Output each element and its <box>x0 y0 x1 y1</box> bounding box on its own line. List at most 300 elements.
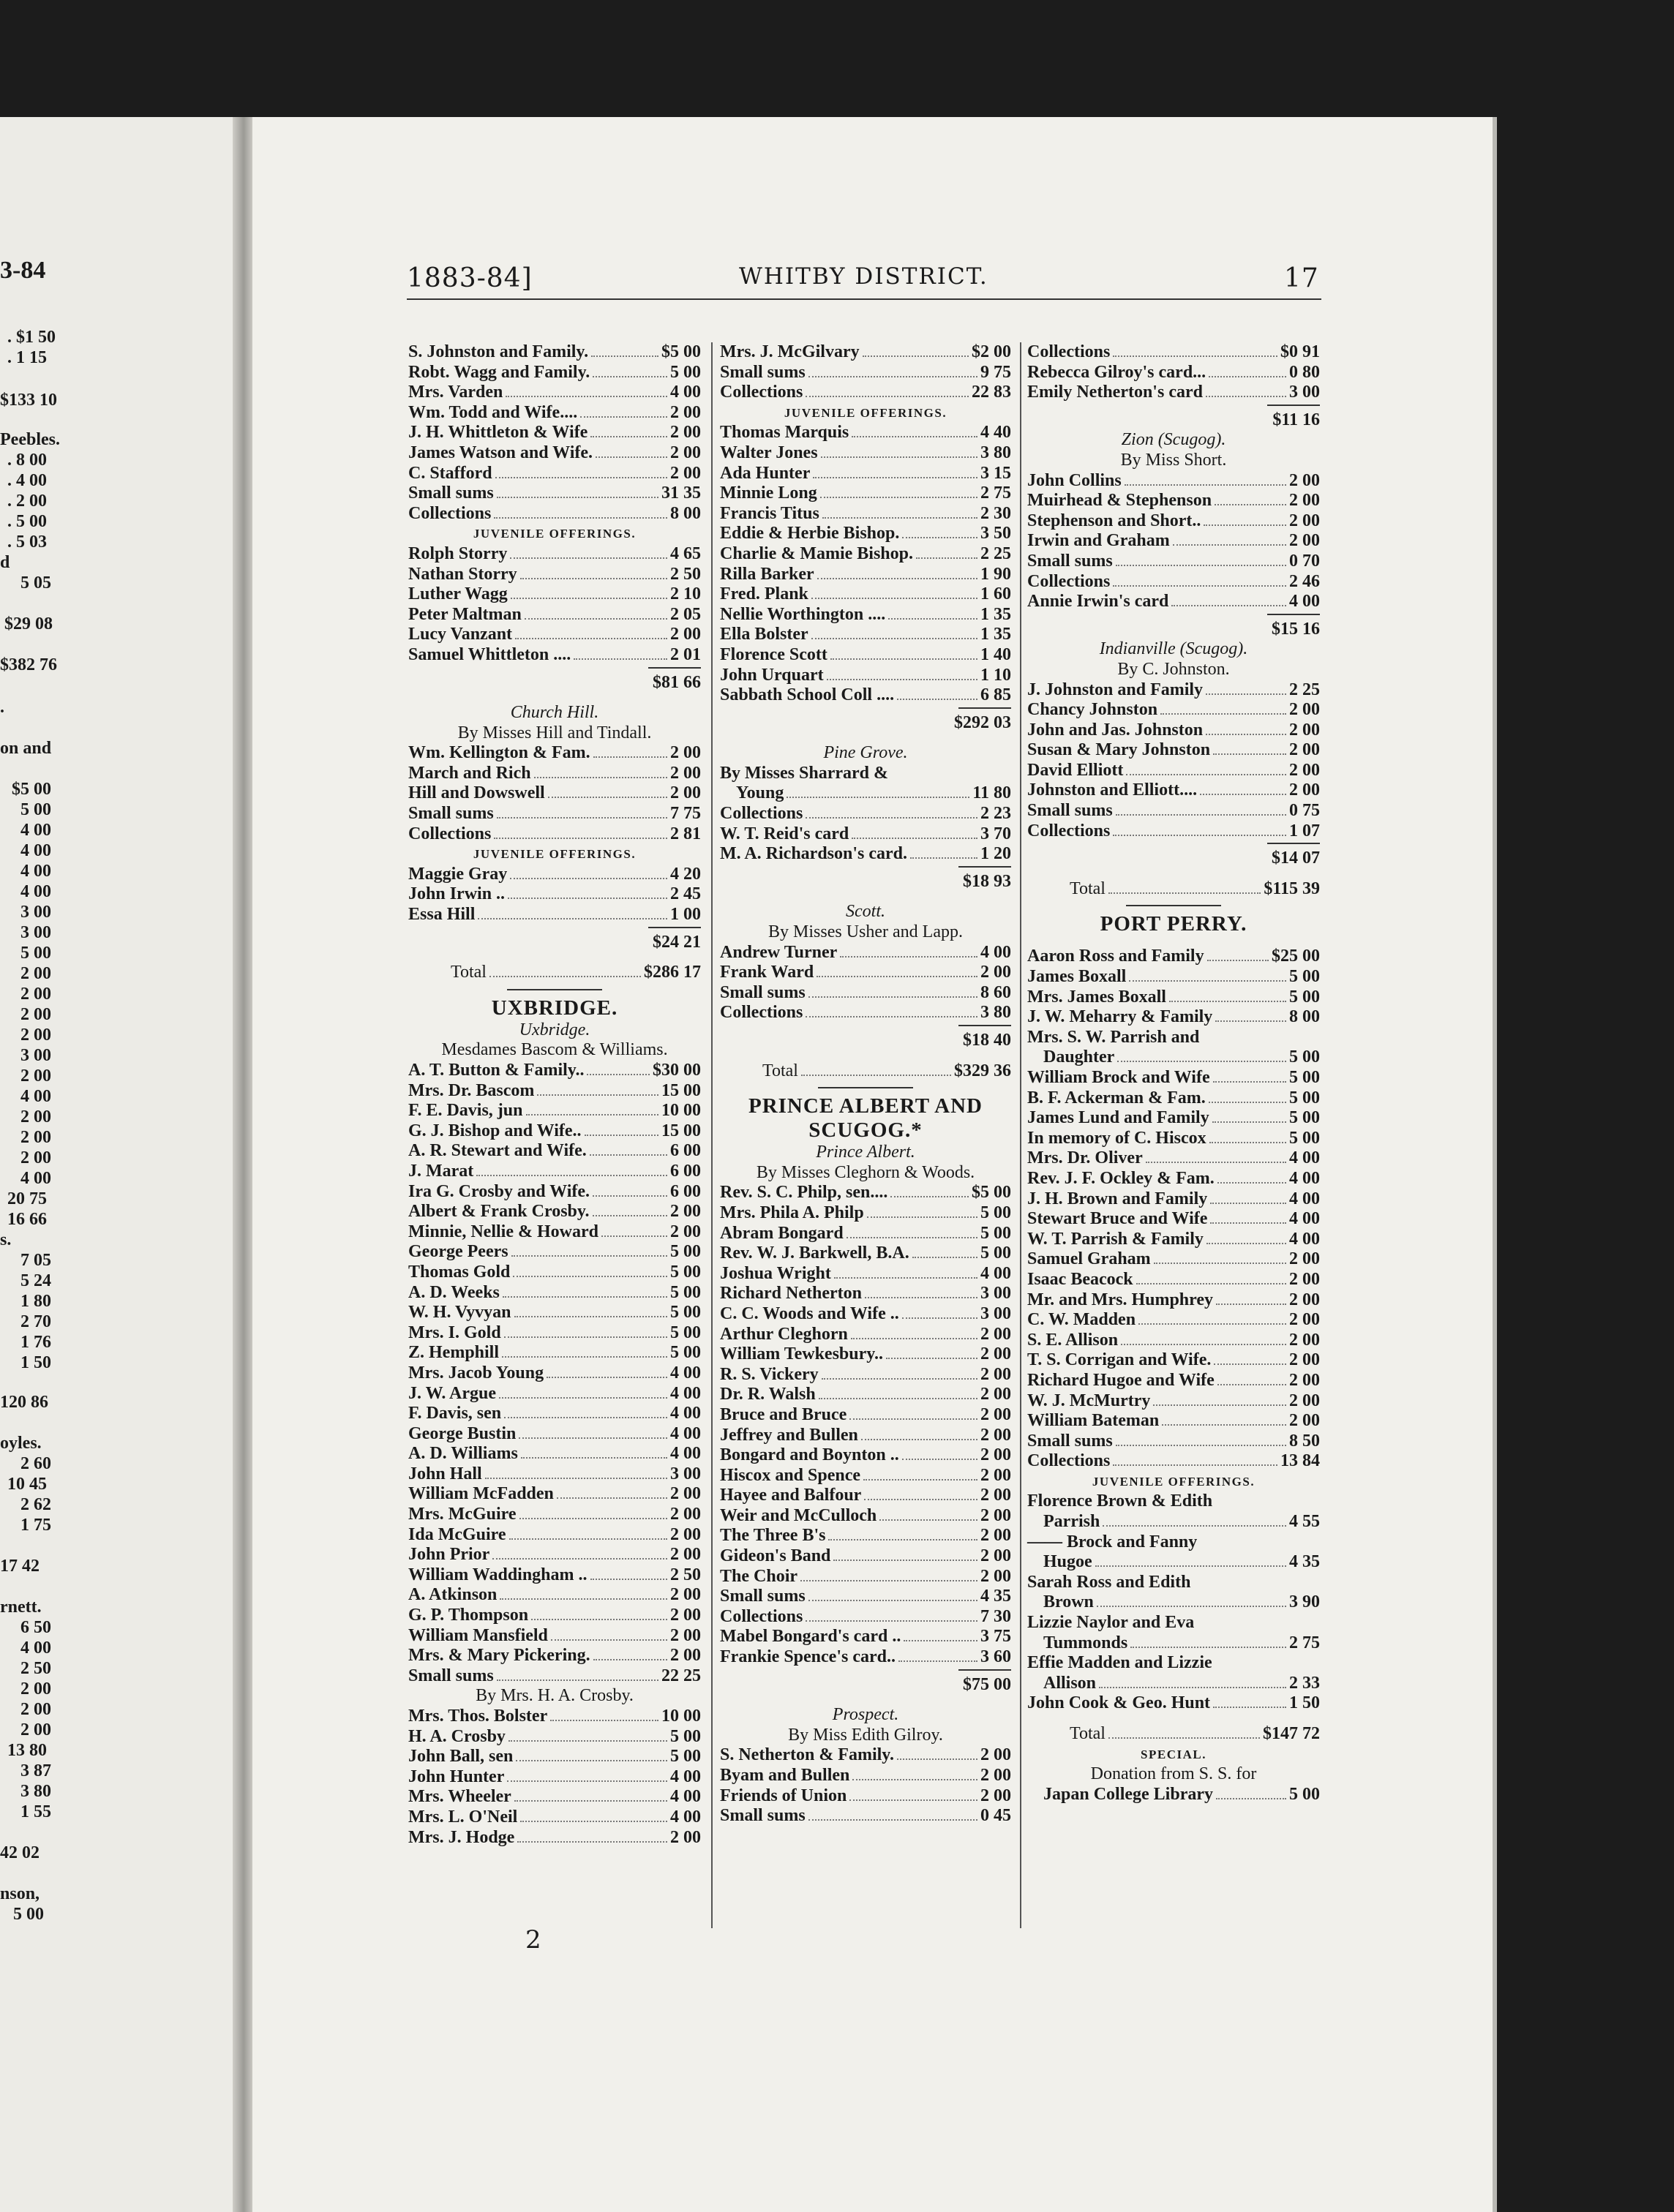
amount: 2 00 <box>980 1385 1011 1404</box>
amount: 2 01 <box>670 644 701 664</box>
ledger-row <box>408 1707 701 1727</box>
dot-leader <box>499 1397 667 1399</box>
ledger-row <box>720 1506 1011 1527</box>
fragment-text: . 1 15 <box>7 348 47 367</box>
dot-leader <box>847 1237 977 1238</box>
fragment-text: 4 00 <box>20 841 51 860</box>
dot-leader <box>534 777 667 778</box>
ledger-row <box>408 464 701 484</box>
donor-name: Emily Netherton's card <box>1027 383 1203 402</box>
donor-name: Arthur Cleghorn <box>720 1324 848 1344</box>
dot-leader <box>806 396 969 397</box>
donor-name: Mrs. Varden <box>408 383 503 402</box>
amount: 2 00 <box>1289 1350 1320 1370</box>
ledger-row <box>720 983 1011 1004</box>
dot-leader <box>1108 892 1261 894</box>
location-heading: Indianville (Scugog). <box>1099 639 1248 659</box>
amount: 2 00 <box>980 1404 1011 1424</box>
dot-leader <box>822 517 977 519</box>
donor-name: Andrew Turner <box>720 942 838 962</box>
dot-leader <box>590 1154 667 1156</box>
donor-name: William Brock and Wife <box>1027 1068 1210 1087</box>
amount: 5 00 <box>1289 967 1320 987</box>
dot-leader <box>514 1800 667 1802</box>
donor-name: Florence Brown & Edith <box>1027 1491 1213 1511</box>
ledger-row <box>1027 531 1320 552</box>
fragment-text: 5 00 <box>20 800 51 819</box>
dot-leader <box>507 1780 667 1782</box>
donor-name: Small sums <box>1027 801 1113 821</box>
ledger-row <box>1027 967 1320 988</box>
dot-leader <box>811 598 977 599</box>
subheading: SPECIAL. <box>1141 1747 1206 1761</box>
ledger-row <box>408 1101 701 1121</box>
ledger-row <box>720 824 1011 845</box>
dot-leader <box>1216 1798 1286 1799</box>
ledger-row <box>408 1141 701 1162</box>
ledger-row <box>720 363 1011 383</box>
dot-leader <box>1126 774 1286 775</box>
dot-leader <box>574 658 667 660</box>
amount: 3 75 <box>980 1627 1011 1647</box>
dot-leader <box>1213 1707 1286 1708</box>
dot-leader <box>551 1639 667 1641</box>
donor-name: Stewart Bruce and Wife <box>1027 1209 1208 1229</box>
fragment-text: 10 45 <box>7 1475 47 1494</box>
donor-name: Small sums <box>408 804 494 824</box>
amount: 4 00 <box>670 1807 701 1827</box>
ledger-row <box>408 605 701 625</box>
amount: 1 10 <box>980 665 1011 685</box>
dot-leader <box>813 477 977 478</box>
ledger-row <box>408 1787 701 1807</box>
ledger-row <box>408 1162 701 1182</box>
amount: 2 00 <box>980 1465 1011 1485</box>
donor-name: Mrs. J. McGilvary <box>720 342 860 361</box>
ledger-row <box>1027 1552 1320 1573</box>
fragment-text: 4 00 <box>20 882 51 901</box>
dot-leader <box>1162 1424 1286 1426</box>
dot-leader <box>828 1539 977 1540</box>
donor-name: Eddie & Herbie Bishop. <box>720 524 900 543</box>
ledger-row <box>408 1606 701 1626</box>
amount: 1 50 <box>1289 1693 1320 1713</box>
amount: 0 80 <box>1289 362 1320 382</box>
amount: 3 80 <box>980 1003 1011 1023</box>
fragment-text: . $1 50 <box>7 328 56 347</box>
ledger-row <box>1027 342 1320 363</box>
donor-name: Mrs. Dr. Oliver <box>1027 1148 1143 1168</box>
ledger-row <box>1027 1411 1320 1432</box>
amount: 1 90 <box>980 564 1011 584</box>
spacer <box>1027 869 1320 879</box>
amount: 3 00 <box>980 1284 1011 1304</box>
dot-leader <box>1215 1020 1286 1022</box>
ledger-row <box>720 1486 1011 1506</box>
dot-leader <box>503 1296 667 1298</box>
dot-leader <box>494 838 667 839</box>
donor-name: John Hunter <box>408 1767 505 1786</box>
dot-leader <box>902 537 977 538</box>
fragment-text: 1 50 <box>20 1353 51 1372</box>
amount: 2 00 <box>980 1566 1011 1586</box>
ledger-row <box>1027 383 1320 403</box>
dot-leader <box>1213 1081 1286 1083</box>
ledger-row <box>408 544 701 565</box>
fragment-text: 3 00 <box>20 903 51 922</box>
dot-leader <box>1206 734 1286 735</box>
amount: 2 00 <box>980 1344 1011 1364</box>
amount: 1 60 <box>980 584 1011 604</box>
ledger-row <box>720 1284 1011 1304</box>
dot-leader <box>590 436 667 437</box>
dot-leader <box>806 1016 977 1017</box>
amount: 2 00 <box>1289 1391 1320 1410</box>
amount: 2 23 <box>980 804 1011 824</box>
dot-leader <box>548 797 667 798</box>
ledger-row <box>720 1405 1011 1426</box>
ledger-row <box>1027 1371 1320 1391</box>
donor-name: Frankie Spence's card.. <box>720 1647 896 1667</box>
amount: 4 00 <box>1289 1209 1320 1229</box>
dot-leader <box>504 1336 667 1338</box>
dot-leader <box>1217 1384 1286 1385</box>
fragment-text: 2 00 <box>20 1700 51 1719</box>
ledger-row <box>408 363 701 383</box>
ledger-row <box>1027 1169 1320 1189</box>
amount: 2 00 <box>1289 720 1320 740</box>
running-head-year: 1883-84] <box>407 263 533 293</box>
amount: 8 50 <box>1289 1431 1320 1451</box>
amount: 2 00 <box>670 1202 701 1222</box>
dot-leader <box>519 1518 667 1519</box>
dot-leader <box>585 1135 658 1136</box>
donor-name: John Hall <box>408 1464 482 1483</box>
fragment-text: 2 60 <box>20 1454 51 1473</box>
ledger-row <box>408 1404 701 1424</box>
donor-name: G. P. Thompson <box>408 1606 529 1625</box>
dot-leader <box>864 1499 977 1500</box>
amount: $147 72 <box>1263 1724 1320 1743</box>
location-heading: Church Hill. <box>510 703 599 723</box>
donor-name: John Urquart <box>720 665 824 685</box>
amount: 5 00 <box>980 1203 1011 1222</box>
amount: 1 20 <box>980 844 1011 864</box>
ledger-row <box>1027 947 1320 967</box>
donor-name: Mrs. & Mary Pickering. <box>408 1646 590 1666</box>
dot-leader <box>897 1758 977 1760</box>
amount: 5 00 <box>670 362 701 382</box>
donor-name: Florence Scott <box>720 644 827 664</box>
donor-name: A. D. Weeks <box>408 1282 500 1302</box>
dot-leader <box>510 557 667 559</box>
fragment-text: 2 00 <box>20 964 51 983</box>
ledger-row <box>408 1585 701 1606</box>
fragment-text: 4 00 <box>20 1087 51 1106</box>
ledger-row <box>720 1365 1011 1385</box>
dot-leader <box>1108 1737 1260 1739</box>
ledger-row <box>1027 1189 1320 1210</box>
ledger-row <box>720 1526 1011 1546</box>
dot-leader <box>601 1235 667 1237</box>
dot-leader <box>1173 544 1286 546</box>
dot-leader <box>808 1819 977 1821</box>
donor-name: Byam and Bullen <box>720 1766 850 1785</box>
running-head-title: WHITBY DISTRICT. <box>739 263 988 290</box>
fragment-text: 5 00 <box>20 944 51 963</box>
dot-leader <box>1153 1404 1286 1406</box>
ledger-row <box>1027 1633 1320 1654</box>
amount: 2 00 <box>670 1484 701 1504</box>
fragment-text: 20 75 <box>7 1189 47 1208</box>
amount: 4 35 <box>1289 1552 1320 1572</box>
donor-name: By Misses Sharrard & <box>720 763 888 783</box>
fragment-text: 2 00 <box>20 1026 51 1045</box>
donor-name: William Waddingham .. <box>408 1565 588 1584</box>
ledger-row <box>720 544 1011 565</box>
donor-name: Mrs. James Boxall <box>1027 987 1166 1007</box>
ledger-row <box>1027 1491 1320 1512</box>
dot-leader <box>1113 1464 1277 1466</box>
dot-leader <box>476 1175 667 1176</box>
amount: 5 00 <box>980 1244 1011 1263</box>
donor-name: Collections <box>720 1003 803 1023</box>
ledger-row <box>408 905 701 925</box>
dot-leader <box>890 1196 969 1197</box>
dot-leader <box>1209 1142 1286 1143</box>
fragment-text: 2 00 <box>20 1148 51 1167</box>
donor-name: C. C. Woods and Wife .. <box>720 1304 899 1323</box>
donor-name: John and Jas. Johnston <box>1027 720 1204 740</box>
ledger-row <box>1027 1047 1320 1068</box>
amount: 2 00 <box>670 1625 701 1645</box>
dot-leader <box>863 1479 977 1481</box>
amount: 1 35 <box>980 625 1011 644</box>
donor-name: Ada Hunter <box>720 463 811 483</box>
donor-name: James Lund and Family <box>1027 1108 1209 1128</box>
fragment-text: $382 76 <box>0 655 57 674</box>
fragment-text: . 5 00 <box>7 512 47 531</box>
ledger-row <box>1027 1451 1320 1472</box>
dot-leader <box>1095 1565 1286 1567</box>
donor-name: Total <box>1070 1724 1106 1743</box>
ledger-row <box>1027 1068 1320 1088</box>
dot-leader <box>1206 1243 1286 1244</box>
ledger-row <box>1027 1108 1320 1129</box>
subtotal: $18 40 <box>720 1023 1011 1051</box>
ledger-row <box>408 1505 701 1525</box>
ledger-row <box>720 1466 1011 1486</box>
ledger-row <box>408 1323 701 1344</box>
location-heading: Zion (Scugog). <box>1121 430 1226 450</box>
amount: 3 15 <box>980 463 1011 483</box>
amount: 4 20 <box>670 864 701 884</box>
amount: $115 39 <box>1264 879 1320 898</box>
donor-name: William Tewkesbury.. <box>720 1344 883 1364</box>
fragment-text: 5 00 <box>13 1905 44 1924</box>
ledger-row <box>408 423 701 443</box>
amount: 2 00 <box>1289 1269 1320 1289</box>
ledger-row <box>408 865 701 885</box>
dot-leader <box>1200 794 1286 795</box>
amount: 2 00 <box>670 1524 701 1544</box>
dot-leader <box>557 1497 667 1499</box>
dot-leader <box>1206 396 1286 397</box>
fragment-text: Peebles. <box>0 430 60 449</box>
amount: 2 00 <box>670 1545 701 1565</box>
ledger-row <box>720 342 1011 363</box>
amount: 5 00 <box>670 1303 701 1323</box>
dot-leader <box>531 1619 667 1620</box>
donor-name: Stephenson and Short.. <box>1027 511 1201 530</box>
donor-name: Collections <box>1027 821 1111 840</box>
donor-name: John Cook & Geo. Hunt <box>1027 1693 1211 1713</box>
amount: 11 80 <box>972 783 1011 803</box>
dot-leader <box>1103 1525 1286 1527</box>
donor-name: William Bateman <box>1027 1411 1160 1431</box>
dot-leader <box>1210 1203 1286 1204</box>
dot-leader <box>902 1459 977 1460</box>
fragment-text: rnett. <box>0 1598 42 1617</box>
donor-name: Bruce and Bruce <box>720 1404 847 1424</box>
fragment-text: 6 50 <box>20 1618 51 1637</box>
amount: 15 00 <box>661 1121 701 1140</box>
subtotal: $292 03 <box>720 706 1011 734</box>
amount: 3 00 <box>980 1304 1011 1323</box>
column-divider <box>711 342 713 1928</box>
donor-name: Peter Maltman <box>408 604 522 624</box>
ledger-row <box>720 685 1011 706</box>
amount: 1 35 <box>980 604 1011 624</box>
ledger-row <box>1027 780 1320 801</box>
ledger-row <box>720 625 1011 645</box>
ledger-row <box>1027 761 1320 781</box>
dot-leader <box>879 1519 977 1521</box>
ledger-row <box>1027 491 1320 511</box>
dot-leader <box>886 1358 977 1359</box>
ledger-row <box>408 1384 701 1404</box>
donor-name: G. J. Bishop and Wife.. <box>408 1121 582 1140</box>
spacer <box>720 1051 1011 1061</box>
dot-leader <box>1209 1102 1286 1103</box>
ledger-row <box>1027 1592 1320 1613</box>
donor-name: A. D. Williams <box>408 1444 518 1464</box>
donor-name: Samuel Whittleton .... <box>408 644 571 664</box>
donor-name: Nellie Worthington .... <box>720 604 886 624</box>
amount: 2 75 <box>980 484 1011 503</box>
donor-name: Friends of Union <box>720 1786 847 1805</box>
donor-name: Richard Hugoe and Wife <box>1027 1370 1215 1390</box>
ledger-row <box>720 1385 1011 1405</box>
subtotal: $24 21 <box>408 925 701 953</box>
ledger-row <box>720 1224 1011 1244</box>
amount: $25 00 <box>1272 947 1320 966</box>
dot-leader <box>1213 753 1286 755</box>
donor-name: Total <box>451 963 487 982</box>
dot-leader <box>898 1660 977 1662</box>
ledger-row <box>1027 1290 1320 1311</box>
donor-name: John Irwin .. <box>408 884 506 904</box>
subheading: JUVENILE OFFERINGS. <box>1092 1474 1256 1489</box>
donor-name: J. H. Brown and Family <box>1027 1189 1208 1208</box>
amount: 3 50 <box>980 524 1011 543</box>
fragment-text: oyles. <box>0 1434 42 1453</box>
amount: 1 00 <box>670 905 701 925</box>
dot-leader <box>495 477 667 478</box>
donor-name: C. W. Madden <box>1027 1310 1136 1330</box>
dot-leader <box>593 1659 667 1660</box>
donor-name: Frank Ward <box>720 963 814 982</box>
dot-leader <box>861 1439 977 1440</box>
ledger-row <box>408 383 701 403</box>
donor-name: Mabel Bongard's card .. <box>720 1627 901 1647</box>
amount: 1 40 <box>980 644 1011 664</box>
donor-name: John Ball, sen <box>408 1747 514 1767</box>
donor-name: John Prior <box>408 1545 490 1565</box>
ledger-row <box>408 1121 701 1142</box>
amount: 5 00 <box>1289 1108 1320 1128</box>
amount: 2 00 <box>670 1505 701 1524</box>
donor-name: W. J. McMurtry <box>1027 1391 1151 1410</box>
dot-leader <box>811 638 977 639</box>
amount: 4 00 <box>1289 1168 1320 1188</box>
ledger-row <box>1027 511 1320 532</box>
amount: 3 90 <box>1289 1592 1320 1612</box>
dot-leader <box>1209 376 1286 377</box>
ledger-row <box>408 584 701 605</box>
ledger-row <box>720 504 1011 524</box>
dot-leader <box>806 1620 977 1622</box>
dot-leader <box>1204 524 1286 526</box>
dot-leader <box>504 1417 667 1418</box>
donor-name: John Collins <box>1027 470 1122 490</box>
donor-name: Mrs. L. O'Neil <box>408 1807 518 1827</box>
amount: 4 00 <box>670 1767 701 1786</box>
ledger-row <box>720 943 1011 963</box>
donor-name: Z. Hemphill <box>408 1343 500 1363</box>
collector-line: By Mrs. H. A. Crosby. <box>476 1686 634 1706</box>
ledger-row <box>408 645 701 666</box>
donor-name: Muirhead & Stephenson <box>1027 491 1212 511</box>
amount: 4 55 <box>1289 1512 1320 1532</box>
amount: 4 00 <box>1289 1148 1320 1168</box>
ledger-row <box>720 1264 1011 1284</box>
donor-name: Fred. Plank <box>720 584 808 604</box>
dot-leader <box>520 578 667 579</box>
ledger-row <box>408 1303 701 1323</box>
dot-leader <box>593 1195 667 1197</box>
book-gutter <box>233 117 255 2212</box>
fragment-text: 2 00 <box>20 1005 51 1024</box>
dot-leader <box>511 598 667 599</box>
section-rule <box>818 1087 913 1088</box>
fragment-text: 3 87 <box>20 1761 51 1780</box>
amount: 2 00 <box>1289 491 1320 511</box>
dot-leader <box>851 1338 977 1339</box>
subheading: JUVENILE OFFERINGS. <box>784 405 947 420</box>
donor-name: M. A. Richardson's card. <box>720 844 908 864</box>
donor-name: S. Netherton & Family. <box>720 1745 894 1765</box>
donor-name: C. Stafford <box>408 463 492 483</box>
donor-name: Aaron Ross and Family <box>1027 947 1204 966</box>
ledger-row <box>1027 740 1320 761</box>
ledger-row <box>408 1242 701 1263</box>
amount: 3 60 <box>980 1647 1011 1667</box>
collector-line: Donation from S. S. for <box>1090 1764 1257 1784</box>
dot-leader <box>514 1316 667 1317</box>
donor-name: Tummonds <box>1043 1633 1128 1652</box>
amount: 2 25 <box>980 543 1011 563</box>
